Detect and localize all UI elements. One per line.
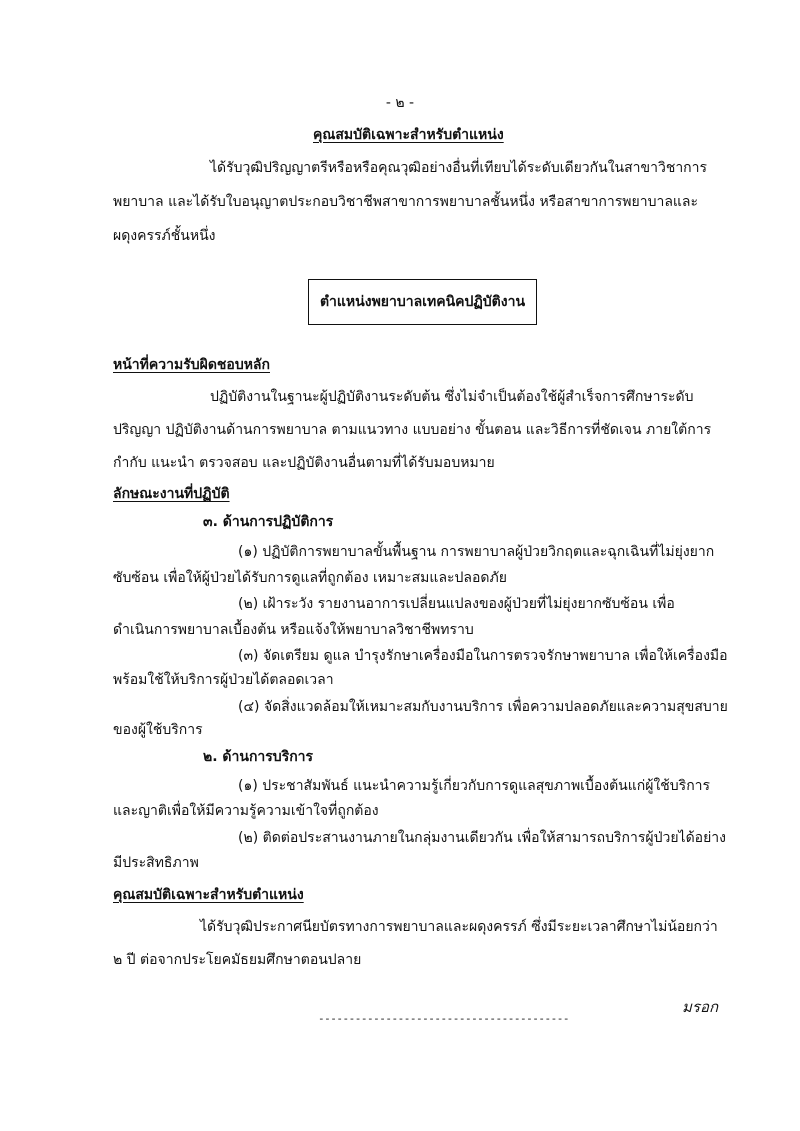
operations-item-4-line-1: (๔) จัดสิ่งแวดล้อมให้เหมาะสมกับงานบริการ เพื่อความปลอดภัยและความสุขสบาย	[238, 699, 728, 715]
duties-line-2: ปริญญา ปฏิบัติงานด้านการพยาบาล ตามแนวทาง แบบอย่าง ขั้นตอน และวิธีการที่ชัดเจน ภายใต้การ	[113, 422, 712, 438]
operations-item-4-line-2: ของผู้ใช้บริการ	[113, 722, 203, 738]
service-item-2-line-1: (๒) ติดต่อประสานงานภายในกลุ่มงานเดียวกัน เพื่อให้สามารถบริการผู้ป่วยได้อย่าง	[238, 830, 726, 846]
qualification-line-3: ผดุงครรภ์ชั้นหนึ่ง	[113, 228, 216, 244]
position-title: ตำแหน่งพยาบาลเทคนิคปฏิบัติงาน	[319, 294, 526, 310]
service-item-1-line-1: (๑) ประชาสัมพันธ์ แนะนำความรู้เกี่ยวกับการดูแลสุขภาพเบื้องต้นแก่ผู้ใช้บริการ	[238, 778, 711, 794]
service-item-1-line-2: และญาติเพื่อให้มีความรู้ความเข้าใจที่ถูกต้อง	[113, 803, 379, 819]
operations-item-2-line-1: (๒) เฝ้าระวัง รายงานอาการเปลี่ยนแปลงของผู้ป่วยที่ไม่ยุ่งยากซับซ้อน เพื่อ	[238, 596, 675, 612]
work-heading: ลักษณะงานที่ปฏิบัติ	[113, 486, 230, 502]
operations-item-1-line-1: (๑) ปฏิบัติการพยาบาลขั้นพื้นฐาน การพยาบาลผู้ป่วยวิกฤตและฉุกเฉินที่ไม่ยุ่งยาก	[238, 544, 715, 560]
qualification-heading: คุณสมบัติเฉพาะสำหรับตำแหน่ง	[313, 127, 504, 143]
service-heading: ๒. ด้านการบริการ	[203, 749, 314, 765]
footer-rule: -----------------------------------------	[318, 1012, 570, 1025]
duties-line-1: ปฏิบัติงานในฐานะผู้ปฏิบัติงานระดับต้น ซึ่งไม่จำเป็นต้องใช้ผู้สำเร็จการศึกษาระดับ	[210, 389, 694, 405]
duties-line-3: กำกับ แนะนำ ตรวจสอบ และปฏิบัติงานอื่นตามที่ได้รับมอบหมาย	[113, 455, 495, 471]
position-title-box	[308, 279, 537, 325]
signature: มรอก	[682, 998, 719, 1016]
qualification-2-line-2: ๒ ปี ต่อจากประโยคมัธยมศึกษาตอนปลาย	[113, 952, 362, 968]
operations-item-3-line-1: (๓) จัดเตรียม ดูแล บำรุงรักษาเครื่องมือในการตรวจรักษาพยาบาล เพื่อให้เครื่องมือ	[238, 648, 728, 664]
duties-heading: หน้าที่ความรับผิดชอบหลัก	[113, 357, 270, 373]
operations-item-1-line-2: ซับซ้อน เพื่อให้ผู้ป่วยได้รับการดูแลที่ถูกต้อง เหมาะสมและปลอดภัย	[113, 570, 507, 586]
qualification-heading-2: คุณสมบัติเฉพาะสำหรับตำแหน่ง	[113, 887, 304, 903]
operations-item-2-line-2: ดำเนินการพยาบาลเบื้องต้น หรือแจ้งให้พยาบาลวิชาชีพทราบ	[113, 622, 474, 638]
operations-item-3-line-2: พร้อมใช้ให้บริการผู้ป่วยได้ตลอดเวลา	[113, 672, 334, 688]
qualification-line-2: พยาบาล และได้รับใบอนุญาตประกอบวิชาชีพสาขาการพยาบาลชั้นหนึ่ง หรือสาขาการพยาบาลและ	[113, 194, 699, 210]
qualification-line-1: ได้รับวุฒิปริญญาตรีหรือหรือคุณวุฒิอย่างอื่นที่เทียบได้ระดับเดียวกันในสาขาวิชาการ	[210, 160, 708, 176]
service-item-2-line-2: มีประสิทธิภาพ	[113, 855, 199, 871]
page-number: - ๒ -	[385, 95, 415, 111]
qualification-2-line-1: ได้รับวุฒิประกาศนียบัตรทางการพยาบาลและผดุงครรภ์ ซึ่งมีระยะเวลาศึกษาไม่น้อยกว่า	[200, 919, 718, 935]
operations-heading: ๓. ด้านการปฏิบัติการ	[203, 514, 334, 530]
